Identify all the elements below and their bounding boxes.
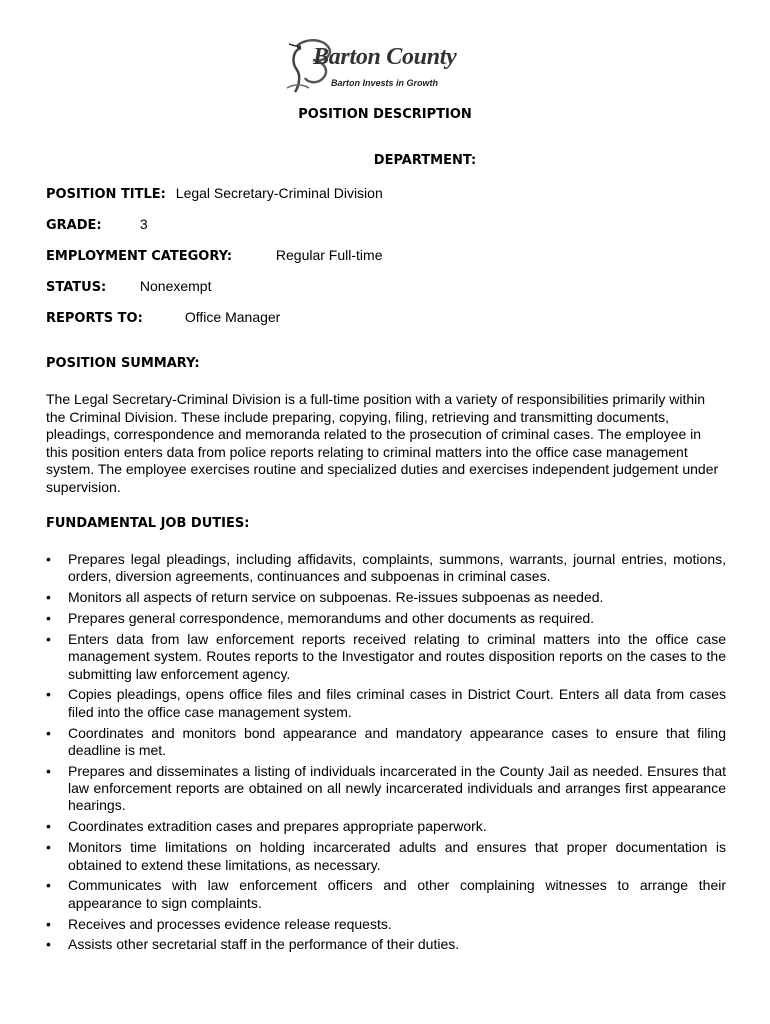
duty-text: Prepares general correspondence, memorandums and other documents as required. [68, 610, 595, 627]
duty-text: Prepares and disseminates a listing of individuals incarcerated in the County Jail as needed. Ensures that law enforcement reports are obtained on all newly incarcerated individuals and arranges first appearance hearings. [68, 762, 726, 814]
duty-text: Prepares legal pleadings, including affidavits, complaints, summons, warrants, journal entries, motions, orders, diversion agreements, continuances and subpoenas in criminal cases. [68, 551, 726, 585]
bullet-icon: • [46, 818, 51, 835]
bullet-icon: • [46, 915, 51, 932]
duty-text: Monitors time limitations on holding incarcerated adults and ensures that proper documentation is obtained to extend these limitations, as necessary. [68, 839, 726, 873]
status-value: Nonexempt [139, 278, 212, 294]
employment-category-label: EMPLOYMENT CATEGORY: [46, 249, 233, 264]
bullet-icon: • [46, 551, 51, 567]
position-title-field [46, 185, 383, 202]
grade-label: GRADE: [46, 218, 102, 233]
list-item [46, 839, 726, 874]
document-title: POSITION DESCRIPTION [298, 107, 472, 122]
bullet-icon: • [46, 630, 51, 647]
department-label: DEPARTMENT: [373, 153, 477, 168]
logo-name: Barton County [313, 44, 457, 70]
barton-county-logo [283, 36, 493, 96]
employment-category-field [46, 247, 382, 264]
status-label: STATUS: [46, 280, 107, 295]
list-item [46, 725, 726, 760]
duty-text: Copies pleadings, opens office files and files criminal cases in District Court. Enters all data from cases filed into the office case management system. [68, 686, 726, 720]
logo-tagline: Barton Invests in Growth [331, 78, 439, 88]
duty-text: Enters data from law enforcement reports received relating to criminal matters into the office case management system. Routes reports to the Investigator and routes disposition reports on the cases to the submitting law enforcement agency. [68, 630, 726, 682]
reports-to-label: REPORTS TO: [46, 311, 143, 326]
list-item [46, 936, 726, 953]
grade-value: 3 [139, 216, 148, 232]
position-summary-heading: POSITION SUMMARY: [46, 356, 200, 371]
bullet-icon: • [46, 589, 51, 606]
duty-text: Coordinates extradition cases and prepares appropriate paperwork. [68, 818, 487, 835]
reports-to-value: Office Manager [184, 309, 281, 325]
bullet-icon: • [46, 762, 51, 779]
list-item [46, 916, 726, 933]
bullet-icon: • [46, 686, 51, 703]
list-item [46, 763, 726, 815]
position-title-label: POSITION TITLE: [46, 187, 166, 202]
position-title-value: Legal Secretary-Criminal Division [175, 185, 383, 201]
grade-field [46, 216, 148, 233]
list-item [46, 610, 726, 627]
status-field [46, 278, 211, 295]
position-summary-text: The Legal Secretary-Criminal Division is a full-time position with a variety of responsibilities primarily within the Criminal Division. These include preparing, copying, filing, retrieving and transmitting documents, pleadings, correspondence and memoranda related to the prosecution of criminal cases. The employee in this position enters data from police reports relating to criminal matters into the office case management system. The employee exercises routine and specialized duties and exercises independent judgement under supervision. [46, 391, 719, 495]
duty-text: Communicates with law enforcement officers and other complaining witnesses to arrange their appearance to sign complaints. [68, 877, 726, 911]
list-item [46, 686, 726, 721]
duty-text: Receives and processes evidence release requests. [68, 915, 392, 932]
list-item [46, 589, 726, 606]
bullet-icon: • [46, 839, 51, 856]
reports-to-field [46, 309, 280, 326]
bullet-icon: • [46, 936, 51, 953]
list-item [46, 551, 726, 586]
list-item [46, 631, 726, 683]
duty-text: Monitors all aspects of return service on subpoenas. Re-issues subpoenas as needed. [68, 589, 604, 606]
list-item [46, 877, 726, 912]
bullet-icon: • [46, 610, 51, 627]
list-item [46, 818, 726, 835]
bullet-icon: • [46, 724, 51, 741]
employment-category-value: Regular Full-time [275, 247, 383, 263]
duty-text: Coordinates and monitors bond appearance and mandatory appearance cases to ensure that filing deadline is met. [68, 724, 726, 758]
job-duties-list [46, 551, 726, 957]
job-duties-heading: FUNDAMENTAL JOB DUTIES: [46, 516, 250, 531]
bullet-icon: • [46, 877, 51, 894]
duty-text: Assists other secretarial staff in the performance of their duties. [68, 936, 460, 953]
